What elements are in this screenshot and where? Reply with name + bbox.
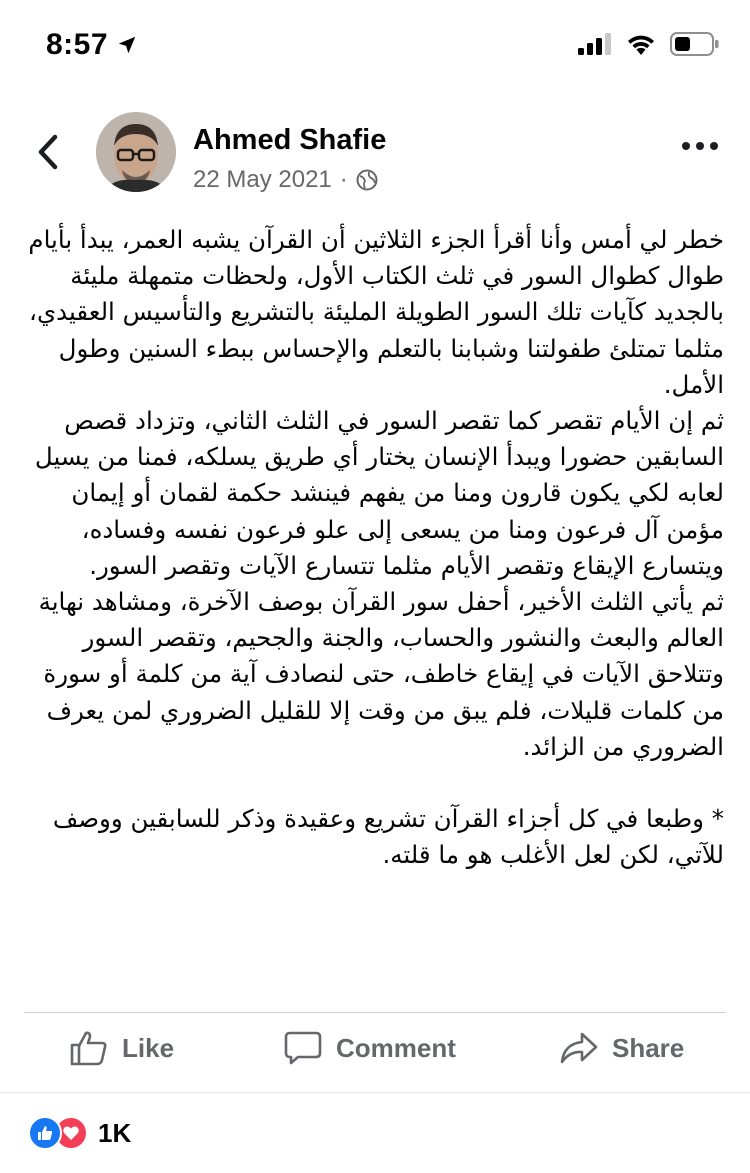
paragraph-gap	[24, 765, 724, 801]
status-time-text: 8:57	[46, 28, 109, 61]
battery-icon	[670, 32, 720, 56]
comment-label: Comment	[336, 1032, 456, 1063]
post-body	[24, 222, 724, 873]
status-icons	[578, 32, 720, 56]
share-button[interactable]	[560, 1030, 684, 1066]
post-date[interactable]: 22 May 2021	[193, 166, 332, 193]
post-paragraph: ثم يأتي الثلث الأخير، أحفل سور القرآن بوصف الآخرة، ومشاهد نهاية العالم والبعث والنشور والحساب، والجنة والجحيم، وتقصر السور وتتلاحق الآيات في إيقاع خاطف، حتى لنصادف آية من كلمة أو سورة من كلمات قليلات، فلم يبق من وقت إلا للقليل الضروري لمن يعرف الضروري من الزائد.	[38, 587, 724, 761]
globe-icon	[356, 169, 378, 191]
meta-separator: ·	[339, 166, 348, 193]
share-label: Share	[612, 1032, 685, 1063]
back-button[interactable]	[30, 130, 66, 174]
more-options-button[interactable]	[682, 142, 718, 150]
like-label: Like	[122, 1032, 175, 1063]
post-paragraph: خطر لي أمس وأنا أقرأ الجزء الثلاثين أن القرآن يشبه العمر، يبدأ بأيام طوال كطوال السور في ثلث الكتاب الأول، ولحظات متمهلة مليئة بالجديد كآيات تلك السور الطويلة المليئة بالتشريع والتأسيس العقيدي، مثلما تمتلئ طفولتنا وشبابنا بالتعلم والإحساس ببطء السنين وطول الأمل.	[28, 225, 724, 399]
post-meta	[193, 166, 378, 194]
avatar-portrait-icon	[96, 112, 176, 192]
post-paragraph: ثم إن الأيام تقصر كما تقصر السور في الثلث الثاني، وتزداد قصص السابقين حضورا ويبدأ الإنسان يختار أي طريق يسلكه، فمنا من يسيل لعابه لكي يكون قارون ومنا من يفهم فينشد حكمة لقمان أو إيمان مؤمن آل فرعون ومنا من يسعى إلى علو فرعون نفسه وفساده، ويتسارع الإيقاع وتقصر الأيام مثلما تتسارع الآيات وتقصر السور.	[34, 406, 724, 580]
post-footnote: * وطبعا في كل أجزاء القرآن تشريع وعقيدة وذكر للسابقين ووصف للآتي، لكن لعل الأغلب هو ما قلته.	[52, 804, 724, 870]
like-reaction-icon	[28, 1116, 62, 1150]
more-dots-icon	[682, 142, 690, 150]
status-bar	[0, 0, 750, 96]
author-name[interactable]: Ahmed Shafie	[193, 124, 387, 156]
post-header	[0, 100, 750, 210]
action-bar	[0, 1022, 750, 1086]
author-avatar[interactable]	[96, 112, 176, 192]
comment-button[interactable]	[284, 1030, 456, 1066]
status-time	[46, 28, 138, 62]
reaction-count: 1K	[98, 1117, 132, 1148]
like-button[interactable]	[70, 1030, 174, 1066]
chevron-left-icon	[36, 134, 60, 170]
location-arrow-icon	[116, 34, 138, 56]
wifi-icon	[626, 33, 656, 55]
reactions-summary[interactable]	[28, 1116, 131, 1150]
cellular-signal-icon	[578, 33, 612, 55]
actions-divider	[24, 1012, 726, 1013]
thumbs-up-icon	[70, 1030, 108, 1066]
share-arrow-icon	[560, 1030, 598, 1066]
comment-bubble-icon	[284, 1030, 322, 1066]
reactions-divider	[0, 1092, 750, 1093]
